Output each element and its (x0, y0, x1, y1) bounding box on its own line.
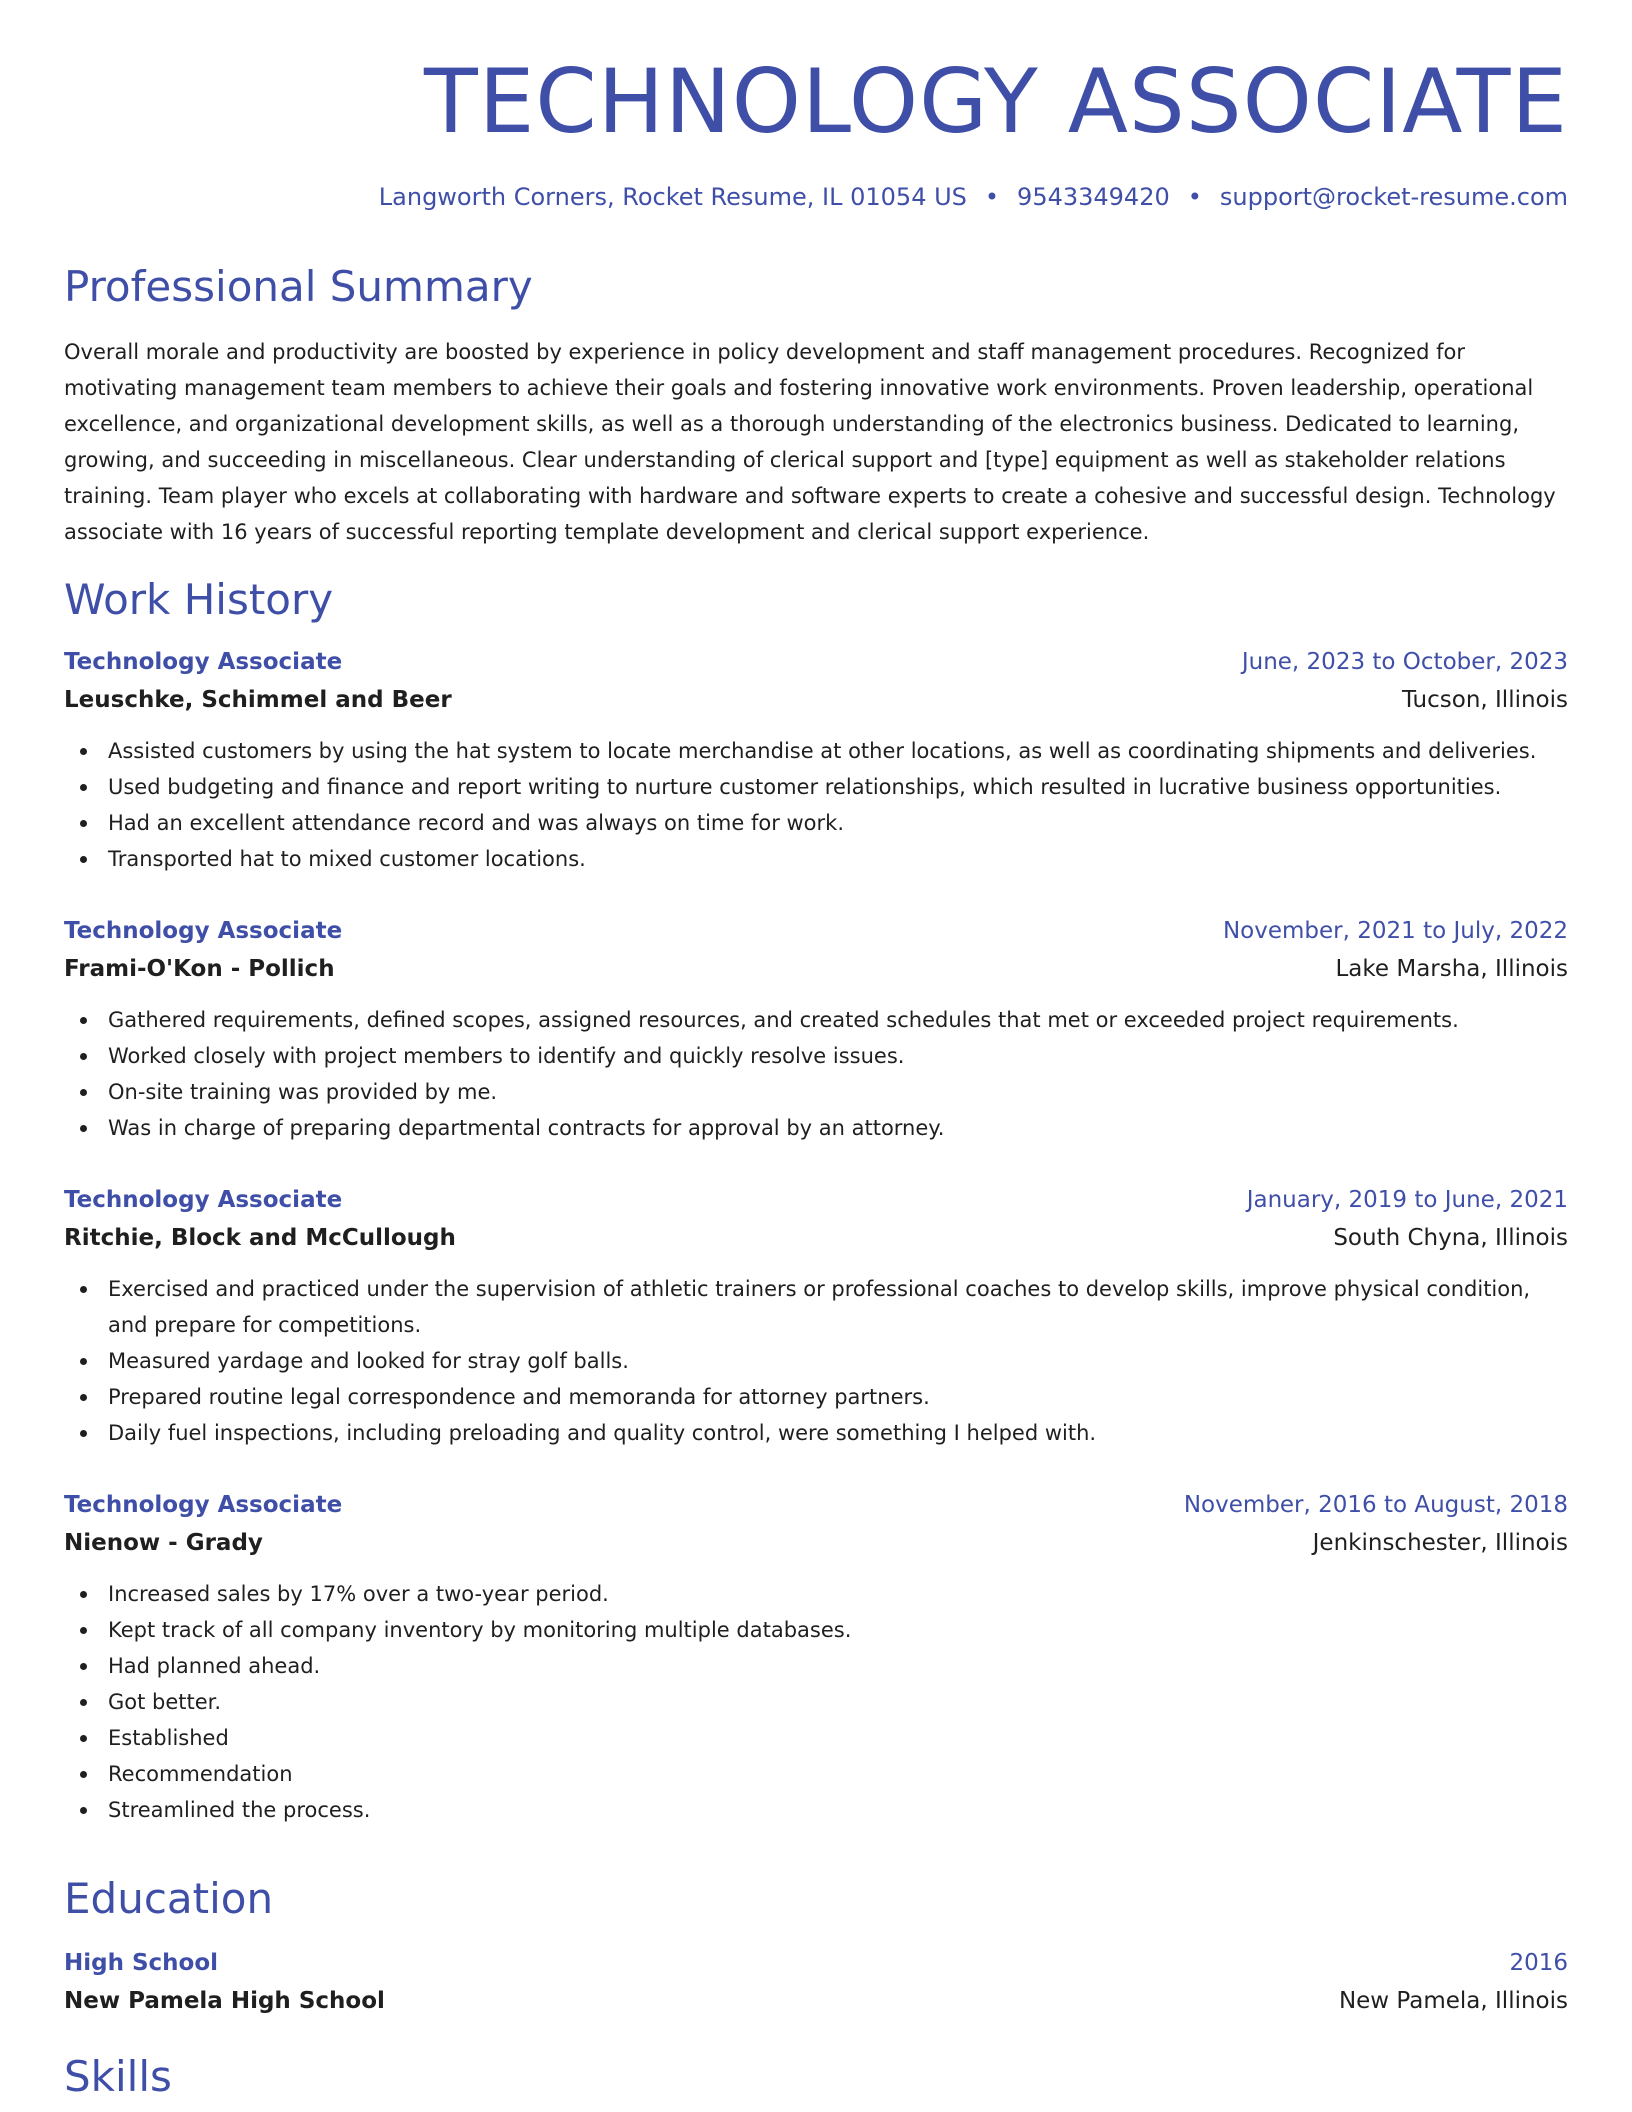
job-entry (64, 1486, 1568, 1828)
contact-separator: • (1187, 183, 1202, 211)
job-entry (64, 643, 1568, 877)
job-location: Jenkinschester, Illinois (1312, 1530, 1568, 1556)
job-dates: January, 2019 to June, 2021 (1246, 1187, 1568, 1213)
job-title: Technology Associate (64, 649, 343, 675)
job-company: Ritchie, Block and McCullough (64, 1225, 456, 1251)
job-bullet: Daily fuel inspections, including preloading and quality control, were something I helped with. (64, 1415, 1568, 1451)
job-bullet: On-site training was provided by me. (64, 1074, 1568, 1110)
education-heading: Education (64, 1874, 274, 1923)
job-bullet: Streamlined the process. (64, 1792, 1568, 1828)
contact-email[interactable]: support@rocket-resume.com (1219, 183, 1568, 211)
candidate-name: TECHNOLOGY ASSOCIATE (423, 50, 1568, 153)
job-bullet: Increased sales by 17% over a two-year period. (64, 1576, 1568, 1612)
job-bullet: Kept track of all company inventory by monitoring multiple databases. (64, 1612, 1568, 1648)
job-title: Technology Associate (64, 918, 343, 944)
job-bullet: Exercised and practiced under the supervision of athletic trainers or professional coaches to develop skills, improve physical condition, and prepare for competitions. (64, 1271, 1568, 1343)
education-location: New Pamela, Illinois (1338, 1988, 1568, 2014)
contact-phone: 9543349420 (1017, 183, 1170, 211)
job-dates: June, 2023 to October, 2023 (1241, 649, 1568, 675)
job-dates: November, 2016 to August, 2018 (1183, 1492, 1568, 1518)
job-bullet: Established (64, 1720, 1568, 1756)
contact-line (379, 182, 1568, 212)
job-bullet: Recommendation (64, 1756, 1568, 1792)
summary-text: Overall morale and productivity are boosted by experience in policy development and staff management procedures. Recognized for motivating management team members to achieve their goals and fostering innovative work environments. Proven leadership, operational excellence, and organizational development skills, as well as a thorough understanding of the electronics business. Dedicated to learning, growing, and succeeding in miscellaneous. Clear understanding of clerical support and [type] equipment as well as stakeholder relations training. Team player who excels at collaborating with hardware and software experts to create a cohesive and successful design. Technology associate with 16 years of successful reporting template development and clerical support experience. (64, 340, 1556, 544)
job-bullet: Measured yardage and looked for stray golf balls. (64, 1343, 1568, 1379)
job-location: South Chyna, Illinois (1333, 1225, 1568, 1251)
job-bullet: Transported hat to mixed customer locations. (64, 841, 1568, 877)
job-bullet: Worked closely with project members to identify and quickly resolve issues. (64, 1038, 1568, 1074)
education-school: New Pamela High School (64, 1988, 385, 2014)
skills-heading: Skills (64, 2052, 172, 2101)
job-bullets (64, 733, 1568, 877)
education-entry (64, 1944, 1568, 2020)
job-bullet: Used budgeting and finance and report writing to nurture customer relationships, which resulted in lucrative business opportunities. (64, 769, 1568, 805)
job-dates: November, 2021 to July, 2022 (1222, 918, 1568, 944)
education-degree: High School (64, 1950, 219, 1976)
work-history-heading: Work History (64, 575, 334, 624)
job-bullet: Had an excellent attendance record and was always on time for work. (64, 805, 1568, 841)
job-title: Technology Associate (64, 1492, 343, 1518)
contact-separator: • (984, 183, 1000, 211)
job-bullet: Gathered requirements, defined scopes, assigned resources, and created schedules that met or exceeded project requirements. (64, 1002, 1568, 1038)
job-title: Technology Associate (64, 1187, 343, 1213)
job-company: Nienow - Grady (64, 1530, 263, 1556)
job-entry (64, 912, 1568, 1146)
job-bullets (64, 1271, 1568, 1451)
job-location: Tucson, Illinois (1401, 687, 1568, 713)
education-year: 2016 (1509, 1950, 1568, 1976)
contact-address: Langworth Corners, Rocket Resume, IL 01054 US (378, 183, 967, 211)
job-entry (64, 1181, 1568, 1451)
job-bullet: Had planned ahead. (64, 1648, 1568, 1684)
summary-heading: Professional Summary (64, 262, 533, 311)
job-bullet: Got better. (64, 1684, 1568, 1720)
job-company: Leuschke, Schimmel and Beer (64, 687, 452, 713)
job-location: Lake Marsha, Illinois (1335, 956, 1568, 982)
job-bullet: Assisted customers by using the hat system to locate merchandise at other locations, as well as coordinating shipments and deliveries. (64, 733, 1568, 769)
job-bullet: Was in charge of preparing departmental contracts for approval by an attorney. (64, 1110, 1568, 1146)
job-bullets (64, 1576, 1568, 1828)
job-bullet: Prepared routine legal correspondence and memoranda for attorney partners. (64, 1379, 1568, 1415)
job-bullets (64, 1002, 1568, 1146)
job-company: Frami-O'Kon - Pollich (64, 956, 335, 982)
